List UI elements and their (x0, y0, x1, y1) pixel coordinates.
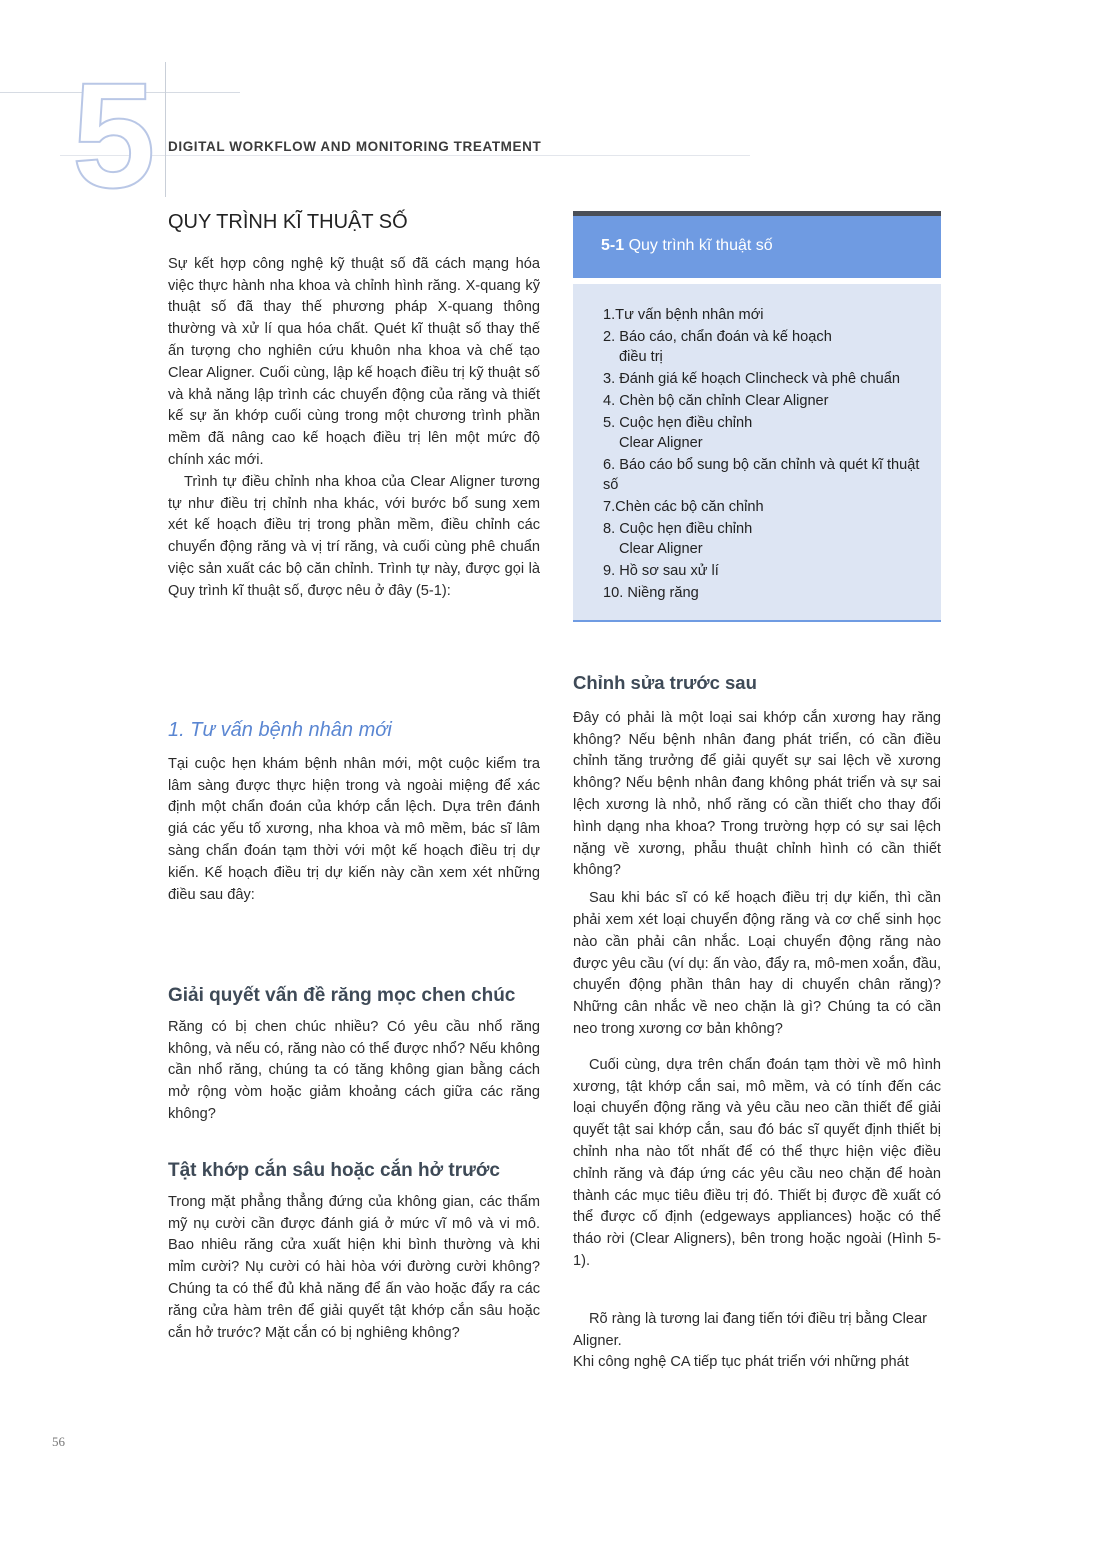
right-paragraph-2: Sau khi bác sĩ có kế hoạch điều trị dự kiến, thì cần phải xem xét loại chuyển động răng và cơ chế sinh học nào cần phải cân nhắc. Loại chuyển động răng nào được yêu cầu (ví dụ: ấn vào, đẩy ra, mô-men xoắn, đầu, chuyển động phần thân hay di chuyển chân răng)? Những cân nhắc về neo chặn là gì? Chúng ta có cần neo trong xương cơ bản không? (573, 890, 941, 1037)
workflow-step (603, 305, 933, 325)
section-text-crowding: Răng có bị chen chúc nhiều? Có yêu cầu nhổ răng không, và nếu có, răng nào có thể được nhổ? Nếu không cần nhổ răng, chúng ta có tăng không gian bằng cách mở rộng vòm hoặc giảm khoảng cách giữa các răng không? (168, 1018, 540, 1122)
workflow-step-continuation: điều trị (619, 349, 663, 365)
section-heading-deepbite: Tật khớp cắn sâu hoặc cắn hở trước (168, 1160, 500, 1181)
workflow-step-text: 5. Cuộc hẹn điều chỉnh (603, 415, 753, 431)
box-title: Quy trình kĩ thuật số (628, 237, 773, 254)
intro-section (168, 212, 540, 603)
workflow-step (603, 561, 933, 581)
section-heading-new-patient: 1. Tư vấn bệnh nhân mới (168, 719, 392, 741)
workflow-step (603, 413, 933, 453)
chapter-title: DIGITAL WORKFLOW AND MONITORING TREATMENT (168, 139, 542, 154)
page-number: 56 (52, 1434, 65, 1449)
right-paragraph-5: Khi công nghệ CA tiếp tục phát triển với những phát (573, 1354, 909, 1371)
page-title: QUY TRÌNH KĨ THUẬT SỐ (168, 211, 408, 233)
chapter-number: 5 (72, 51, 156, 219)
workflow-step-text: 8. Cuộc hẹn điều chỉnh (603, 521, 753, 537)
section-heading-pre-post: Chỉnh sửa trước sau (573, 672, 757, 693)
workflow-step-text: 9. Hồ sơ sau xử lí (603, 563, 719, 579)
intro-paragraph-2: Trình tự điều chỉnh nha khoa của Clear Aligner tương tự như điều trị chỉnh nha khác, với bước bổ sung xem xét kế hoạch điều trị trong phần mềm, điều chỉnh các chuyển động răng và vị trí răng, và cuối cùng phê chuẩn việc sản xuất các bộ căn chỉnh. Trình tự này, được gọi là Quy trình kĩ thuật số, được nêu ở đây (5-1): (168, 473, 540, 599)
workflow-step-text: 4. Chèn bộ căn chỉnh Clear Aligner (603, 393, 829, 409)
workflow-step-text: 6. Báo cáo bổ sung bộ căn chỉnh và quét kĩ thuật số (603, 457, 920, 493)
workflow-list (603, 305, 933, 605)
section-text-new-patient: Tại cuộc hẹn khám bệnh nhân mới, một cuộc kiểm tra lâm sàng được thực hiện trong và ngoài miệng để xác định một chẩn đoán của khớp cắn lệch. Dựa trên đánh giá các yếu tố xương, nha khoa và mô mềm, bác sĩ lâm sàng chẩn đoán tạm thời với một kế hoạch điều trị dự kiến. Kế hoạch điều trị dự kiến này cần xem xét những điều sau đây: (168, 755, 540, 903)
header-rule-vertical (165, 62, 166, 197)
workflow-step (603, 391, 933, 411)
header-rule (60, 155, 750, 156)
section-pre-post (573, 672, 941, 1374)
workflow-step (603, 519, 933, 559)
intro-paragraph-1: Sự kết hợp công nghệ kỹ thuật số đã cách mạng hóa việc thực hành nha khoa và chỉnh hình răng. X-quang kỹ thuật số đã thay thế phương pháp X-quang thông thường và xử lí qua hóa chất. Quét kĩ thuật số thay thế ấn tượng cho nghiên cứu khuôn nha khoa và chế tạo Clear Aligner. Cuối cùng, lập kế hoạch điều trị kỹ thuật số và khả năng lập trình các chuyển động của răng và thiết kế sự ăn khớp cuối cùng trong một chương trình phần mềm đã nâng cao kế hoạch điều trị lên một mức độ chính xác mới. (168, 255, 540, 468)
workflow-step (603, 583, 933, 603)
workflow-box (573, 284, 941, 622)
section-crowding (168, 985, 540, 1126)
right-paragraph-3: Cuối cùng, dựa trên chẩn đoán tạm thời về mô hình xương, tật khớp cắn sai, mô mềm, và có tính đến các loại chuyển động răng và yêu cầu neo cần thiết để giải quyết tật sai khớp cắn, sau đó bác sĩ quyết định thiết bị chỉnh nha nào tốt nhất để có thể thực hiện việc điều chỉnh răng và đáp ứng các yêu cầu neo chặn để hoàn thành các mục tiêu điều trị đó. Thiết bị được đề xuất có thể được cố định (edgeways appliances) hoặc có thể tháo rời (Clear Aligners), bên trong hoặc ngoài (Hình 5-1). (573, 1056, 941, 1269)
box-header (573, 216, 941, 278)
workflow-step (603, 497, 933, 517)
workflow-step-continuation: Clear Aligner (619, 435, 703, 451)
workflow-step-text: 1.Tư vấn bệnh nhân mới (603, 307, 764, 323)
workflow-step-text: 10. Niềng răng (603, 585, 699, 601)
workflow-step (603, 455, 933, 495)
workflow-step (603, 327, 933, 367)
workflow-step-text: 3. Đánh giá kế hoạch Clincheck và phê chuẩn (603, 371, 900, 387)
workflow-step (603, 369, 933, 389)
section-new-patient (168, 720, 540, 906)
workflow-step-text: 2. Báo cáo, chẩn đoán và kế hoạch (603, 329, 832, 345)
section-heading-crowding: Giải quyết vấn đề răng mọc chen chúc (168, 985, 516, 1006)
workflow-step-text: 7.Chèn các bộ căn chỉnh (603, 499, 764, 515)
right-paragraph-1: Đây có phải là một loại sai khớp cắn xương hay răng không? Nếu bệnh nhân đang phát triển, có cần điều chỉnh tăng trưởng để giải quyết sự sai lệch về xương không? Nếu bệnh nhân đang không phát triển và sự sai lệch xương là nhỏ, nhổ răng có cần thiết cho thay đổi hình dạng nha khoa? Trong trường hợp có sự sai lệch nặng về xương, phẫu thuật chỉnh hình có cần thiết không? (573, 709, 941, 879)
right-paragraph-4: Rõ ràng là tương lai đang tiến tới điều trị bằng Clear Aligner. (573, 1310, 928, 1349)
section-deepbite (168, 1160, 540, 1344)
box-number: 5-1 (601, 237, 625, 254)
section-text-deepbite: Trong mặt phẳng thẳng đứng của không gian, các thẩm mỹ nụ cười cần được đánh giá ở mức vĩ mô và vi mô. Bao nhiêu răng cửa xuất hiện khi bình thường và khi mỉm cười? Nụ cười có hài hòa với đường cười không? Chúng ta có thể đủ khả năng để ấn vào hoặc đẩy ra các răng cửa hàm trên để giải quyết tật khớp cắn sâu hoặc cắn hở trước? Mặt cắn có bị nghiêng không? (168, 1193, 540, 1341)
workflow-step-continuation: Clear Aligner (619, 541, 703, 557)
